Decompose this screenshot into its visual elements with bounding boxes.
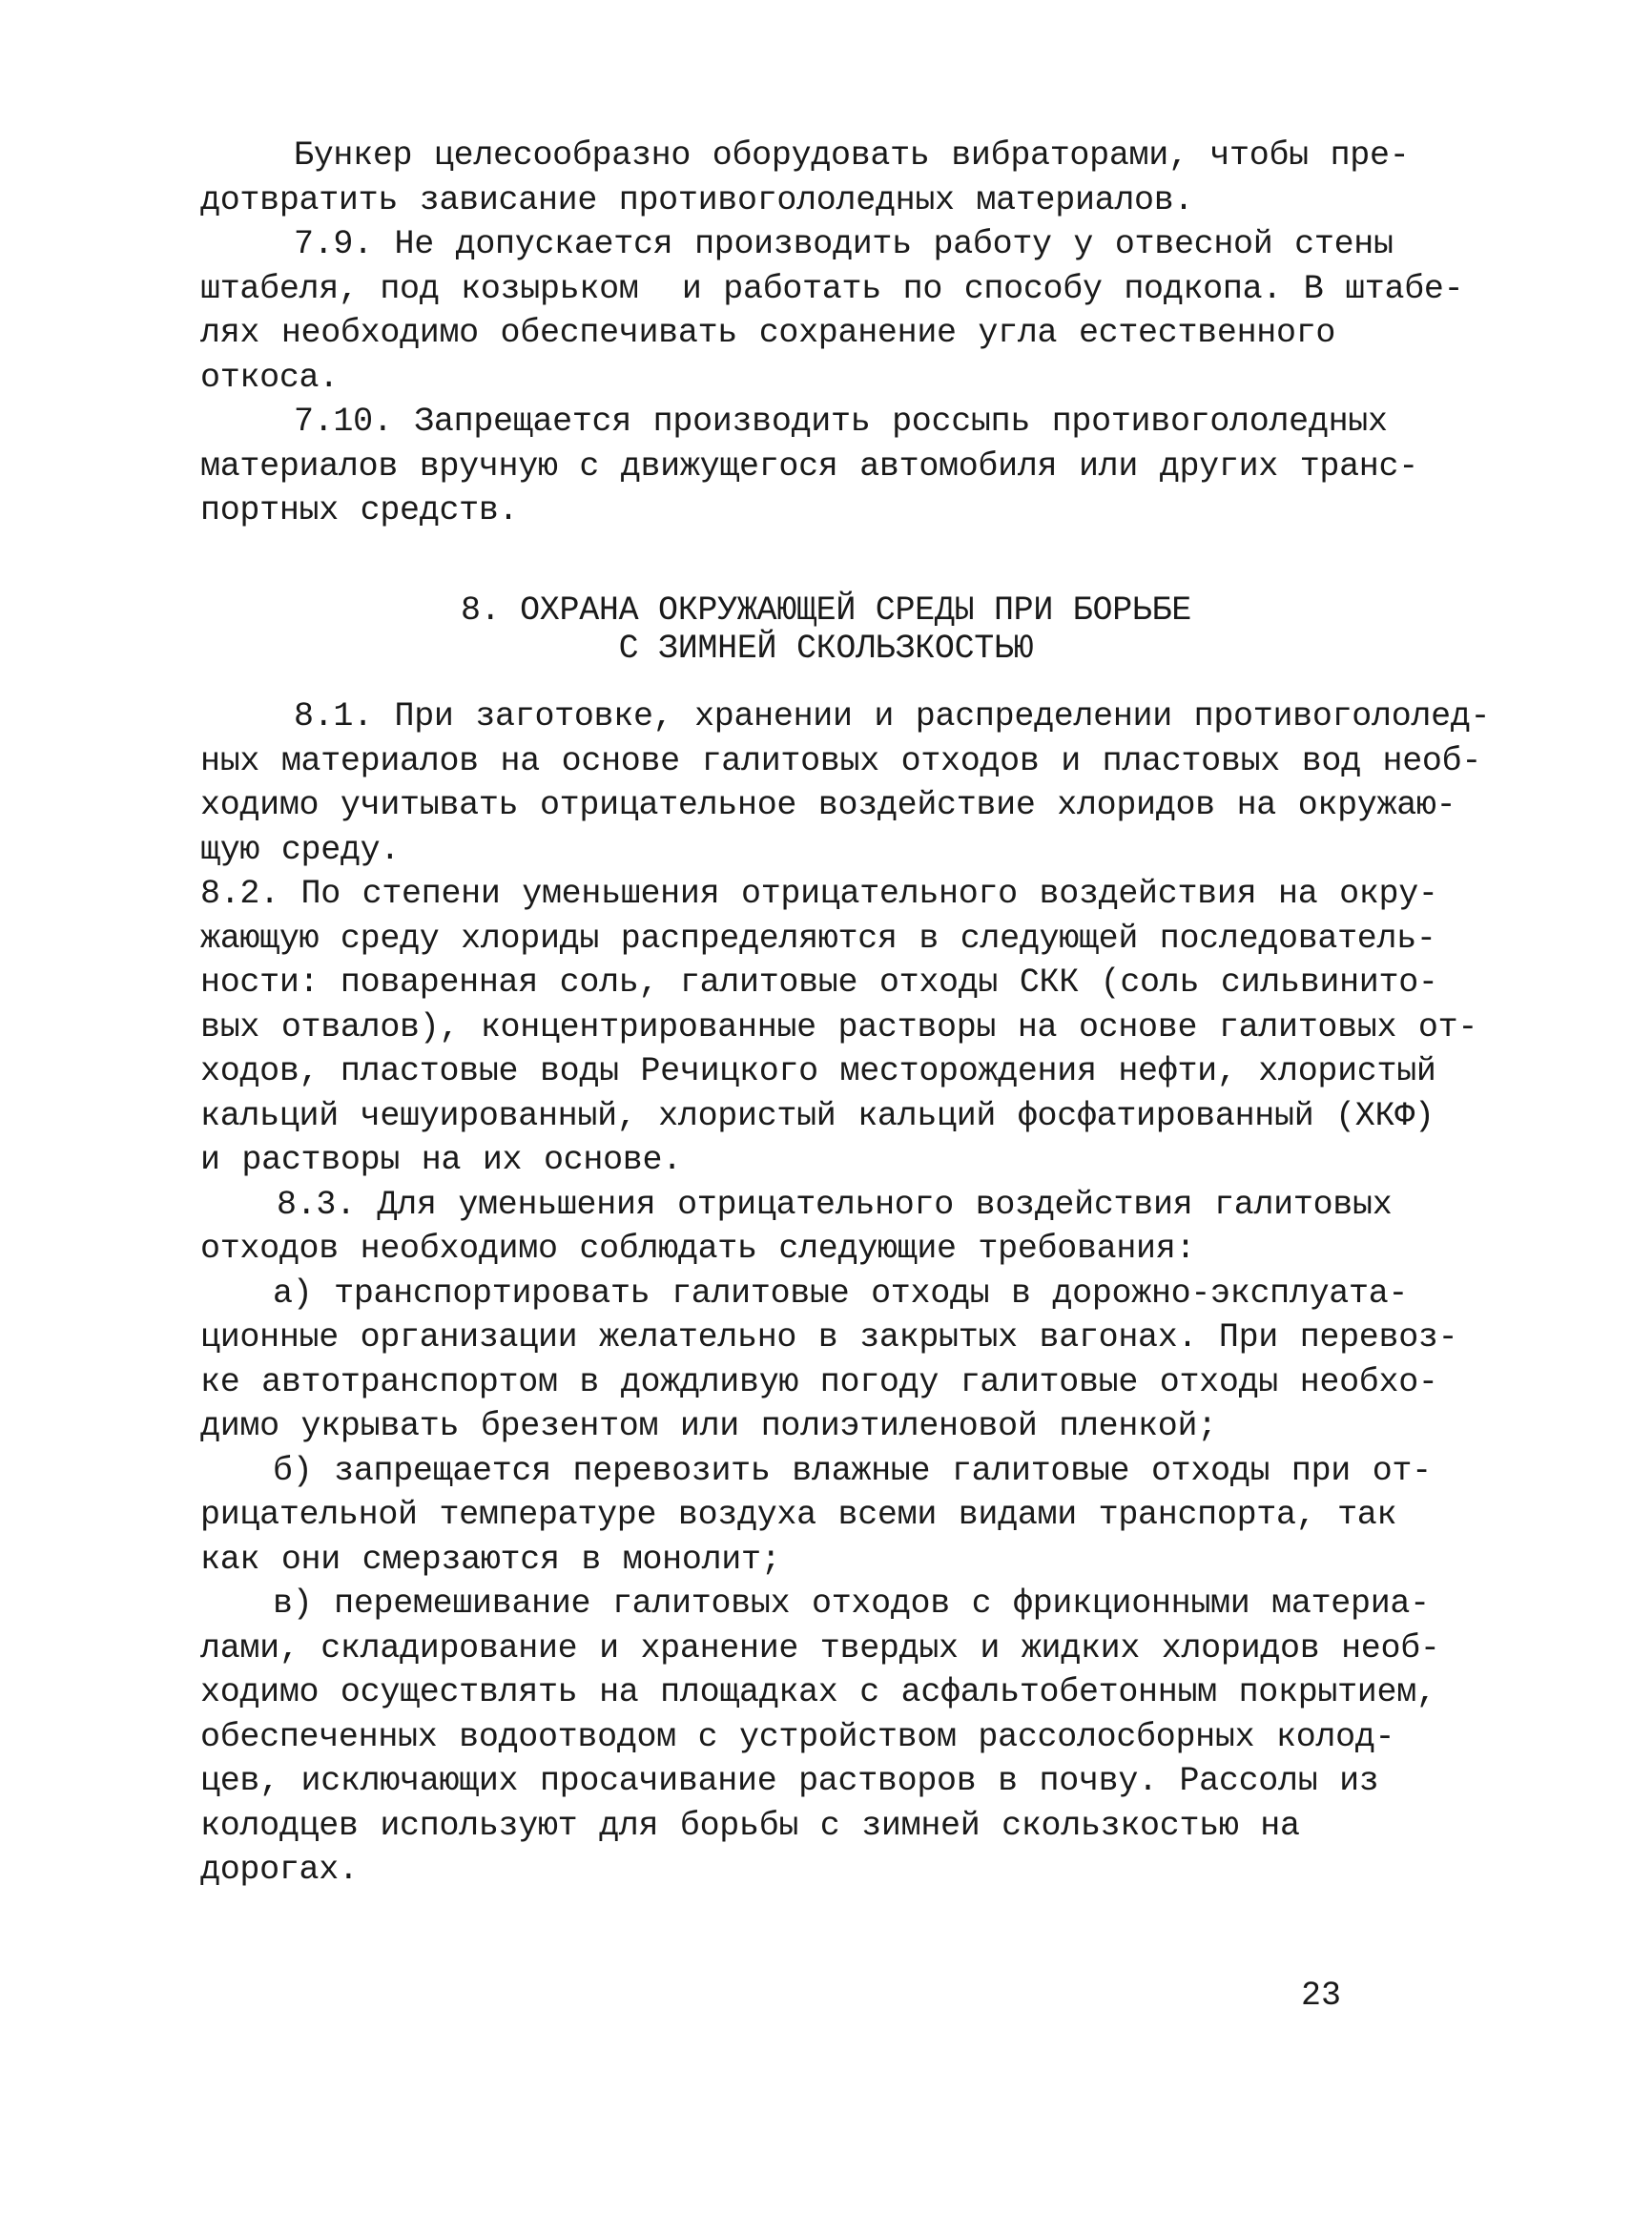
text-line: жающую среду хлориды распределяются в следующей последователь- [200,919,1436,958]
text-line: колодцев используют для борьбы с зимней скользкостью на [200,1806,1300,1845]
text-line: обеспеченных водоотводом с устройством рассолосборных колод- [200,1717,1395,1756]
text-line: 7.9. Не допускается производить работу у отвесной стены [294,225,1394,263]
text-line: 8.2. По степени уменьшения отрицательного воздействия на окру- [200,875,1438,913]
text-line: ходимо осуществлять на площадках с асфальтобетонным покрытием, [200,1673,1436,1711]
text-line: и растворы на их основе. [200,1141,682,1179]
text-line: вых отвалов), концентрированные растворы на основе галитовых от- [200,1007,1478,1046]
text-line: в) перемешивание галитовых отходов с фрикционными материа- [273,1585,1430,1623]
text-line: откоса. [200,358,339,397]
text-line: Бункер целесообразно оборудовать вибраторами, чтобы пре- [294,136,1410,175]
text-line: щую среду. [200,830,401,869]
text-line: 7.10. Запрещается производить россыпь противогололедных [294,403,1388,441]
text-line: лях необходимо обеспечивать сохранение угла естественного [200,314,1336,352]
text-line: димо укрывать брезентом или полиэтиленовой пленкой; [200,1407,1217,1445]
heading-line-2: С ЗИМНЕЙ СКОЛЬЗКОСТЬЮ [618,630,1034,668]
page-number: 23 [1301,1977,1342,2015]
text-line: ке автотранспортом в дождливую погоду галитовые отходы необхо- [200,1362,1438,1401]
text-line: лами, складирование и хранение твердых и жидких хлоридов необ- [200,1628,1440,1667]
text-line: б) запрещается перевозить влажные галитовые отходы при от- [273,1451,1432,1490]
section-8-text [200,694,1491,1893]
text-line: цев, исключающих просачивание растворов в почву. Рассолы из [200,1762,1379,1800]
text-line: как они смерзаются в монолит; [200,1540,781,1579]
text-line: кальций чешуированный, хлористый кальций фосфатированный (ХКФ) [200,1096,1435,1135]
text-line: ходимо учитывать отрицательное воздействие хлоридов на окружаю- [200,786,1456,824]
text-line: портных средств. [200,491,519,529]
text-line: дорогах. [200,1851,359,1889]
text-line: ных материалов на основе галитовых отходов и пластовых вод необ- [200,741,1482,780]
section-7-text [200,134,1464,533]
text-line: штабеля, под козырьком и работать по способу подкопа. В штабе- [200,269,1464,308]
text-line: 8.3. Для уменьшения отрицательного воздействия галитовых [277,1185,1393,1224]
text-line: ности: поваренная соль, галитовые отходы СКК (соль сильвинито- [200,963,1438,1002]
text-line: ходов, пластовые воды Речицкого месторождения нефти, хлористый [200,1052,1436,1090]
text-line: 8.1. При заготовке, хранении и распределении противогололед- [294,697,1491,735]
heading-line-1: 8. ОХРАНА ОКРУЖАЮЩЕЙ СРЕДЫ ПРИ БОРЬБЕ [460,591,1192,630]
text-line: ционные организации желательно в закрытых вагонах. При перевоз- [200,1318,1458,1357]
text-line: рицательной температуре воздуха всеми видами транспорта, так [200,1496,1397,1534]
text-line: дотвратить зависание противогололедных материалов. [200,180,1194,219]
text-line: отходов необходимо соблюдать следующие требования: [200,1230,1196,1268]
section-8-heading [0,591,1652,668]
text-line: материалов вручную с движущегося автомобиля или других транс- [200,446,1418,486]
text-line: а) транспортировать галитовые отходы в дорожно-эксплуата- [273,1274,1409,1313]
